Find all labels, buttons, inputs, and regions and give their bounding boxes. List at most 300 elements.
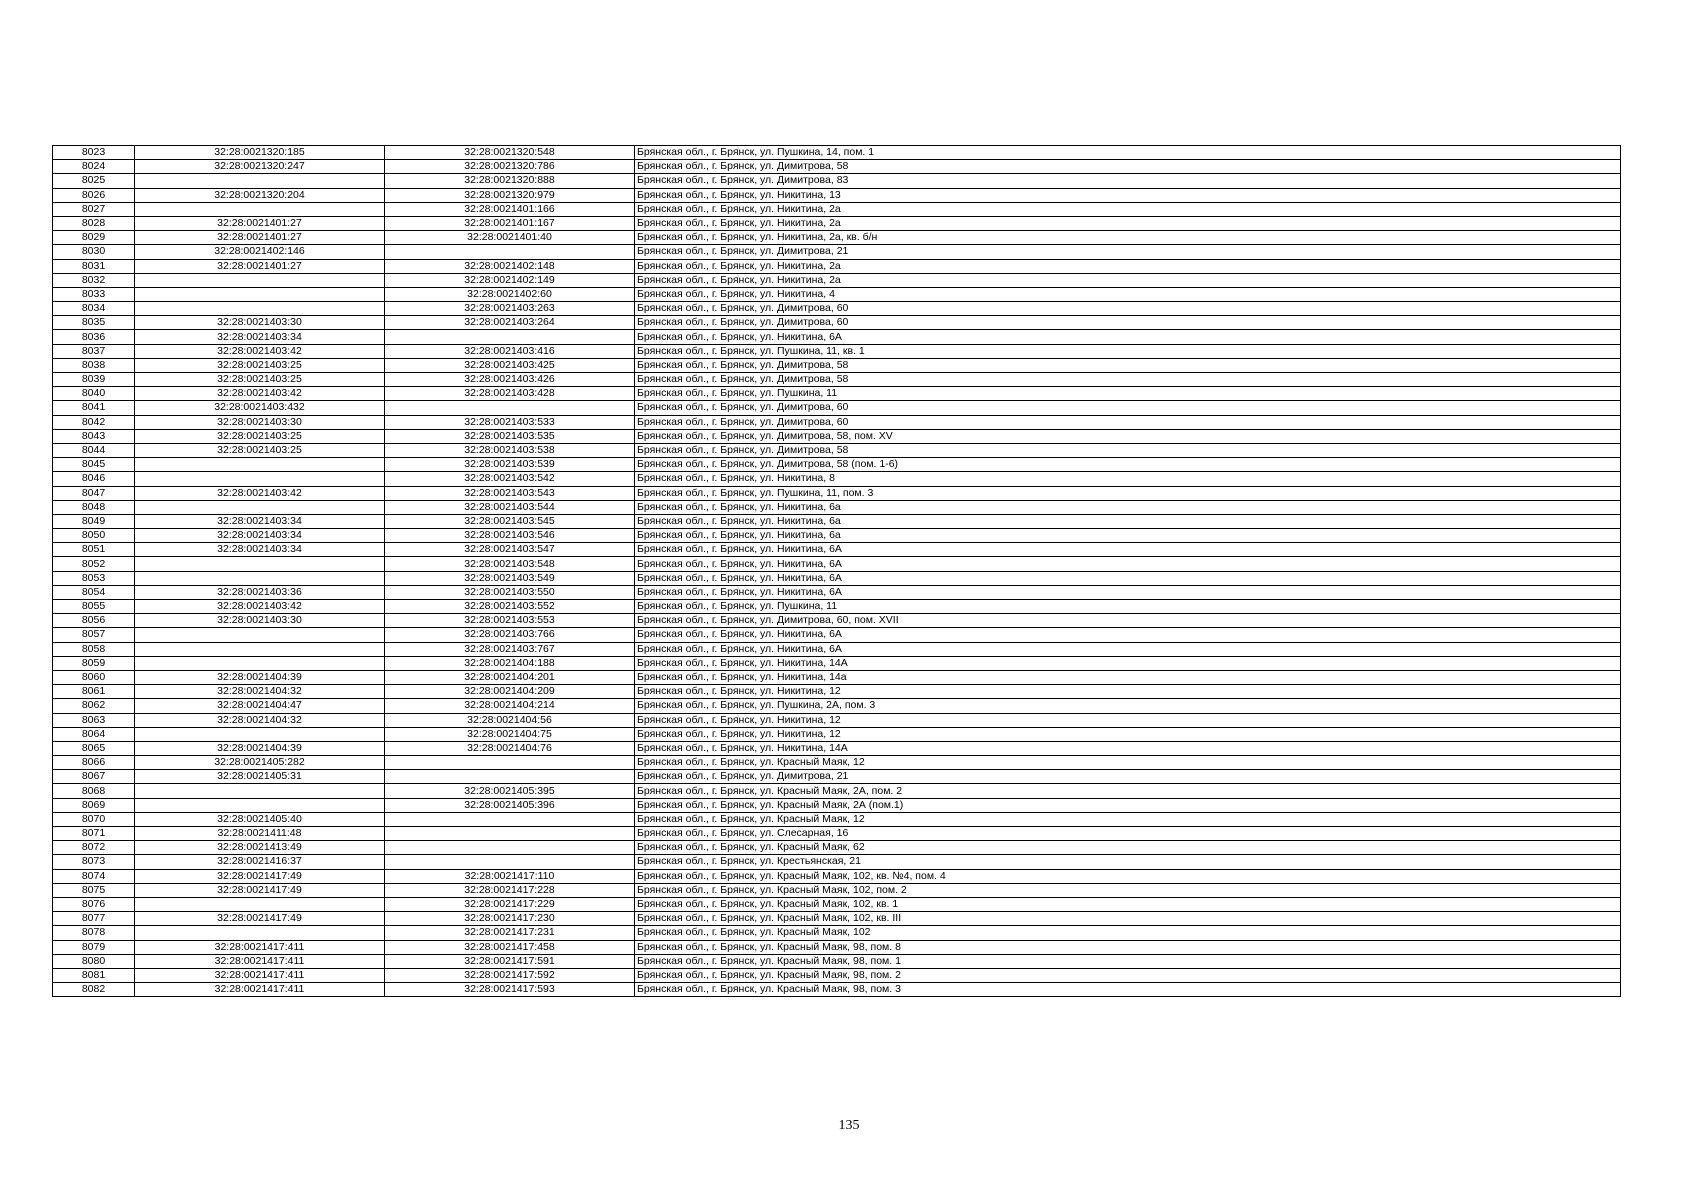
table-body — [53, 146, 1621, 997]
object-number-cell: 32:28:0021403:767 — [385, 642, 635, 656]
object-number-cell — [385, 330, 635, 344]
row-number-cell: 8034 — [53, 302, 135, 316]
address-cell: Брянская обл., г. Брянск, ул. Никитина, 12 — [635, 685, 1621, 699]
object-number-cell — [385, 245, 635, 259]
row-number-cell: 8071 — [53, 827, 135, 841]
address-cell: Брянская обл., г. Брянск, ул. Димитрова, 21 — [635, 770, 1621, 784]
row-number-cell: 8041 — [53, 401, 135, 415]
address-cell: Брянская обл., г. Брянск, ул. Никитина, 14А — [635, 741, 1621, 755]
row-number-cell: 8078 — [53, 926, 135, 940]
row-number-cell: 8052 — [53, 557, 135, 571]
land-parcel-cell: 32:28:0021404:32 — [135, 685, 385, 699]
land-parcel-cell: 32:28:0021403:42 — [135, 600, 385, 614]
row-number-cell: 8026 — [53, 188, 135, 202]
land-parcel-cell: 32:28:0021403:34 — [135, 543, 385, 557]
object-number-cell: 32:28:0021405:396 — [385, 798, 635, 812]
table-row — [53, 188, 1621, 202]
table-row — [53, 883, 1621, 897]
address-cell: Брянская обл., г. Брянск, ул. Пушкина, 11 — [635, 600, 1621, 614]
address-cell: Брянская обл., г. Брянск, ул. Красный Маяк, 98, пом. 1 — [635, 954, 1621, 968]
table-row — [53, 415, 1621, 429]
land-parcel-cell: 32:28:0021403:25 — [135, 358, 385, 372]
land-parcel-cell: 32:28:0021402:146 — [135, 245, 385, 259]
address-cell: Брянская обл., г. Брянск, ул. Димитрова, 60, пом. XVII — [635, 614, 1621, 628]
land-parcel-cell: 32:28:0021403:25 — [135, 443, 385, 457]
row-number-cell: 8032 — [53, 273, 135, 287]
address-cell: Брянская обл., г. Брянск, ул. Красный Маяк, 98, пом. 2 — [635, 968, 1621, 982]
land-parcel-cell: 32:28:0021401:27 — [135, 231, 385, 245]
object-number-cell: 32:28:0021403:544 — [385, 500, 635, 514]
row-number-cell: 8050 — [53, 529, 135, 543]
row-number-cell: 8054 — [53, 585, 135, 599]
address-cell: Брянская обл., г. Брянск, ул. Никитина, 4 — [635, 287, 1621, 301]
row-number-cell: 8059 — [53, 656, 135, 670]
table-row — [53, 231, 1621, 245]
table-row — [53, 600, 1621, 614]
address-cell: Брянская обл., г. Брянск, ул. Никитина, 6а — [635, 500, 1621, 514]
land-parcel-cell: 32:28:0021403:30 — [135, 316, 385, 330]
address-cell: Брянская обл., г. Брянск, ул. Крестьянская, 21 — [635, 855, 1621, 869]
table-row — [53, 429, 1621, 443]
row-number-cell: 8035 — [53, 316, 135, 330]
row-number-cell: 8025 — [53, 174, 135, 188]
object-number-cell: 32:28:0021417:230 — [385, 912, 635, 926]
land-parcel-cell: 32:28:0021405:282 — [135, 756, 385, 770]
object-number-cell: 32:28:0021403:428 — [385, 387, 635, 401]
address-cell: Брянская обл., г. Брянск, ул. Димитрова, 58 (пом. 1-6) — [635, 458, 1621, 472]
row-number-cell: 8062 — [53, 699, 135, 713]
row-number-cell: 8031 — [53, 259, 135, 273]
row-number-cell: 8075 — [53, 883, 135, 897]
row-number-cell: 8024 — [53, 160, 135, 174]
address-cell: Брянская обл., г. Брянск, ул. Никитина, 6А — [635, 557, 1621, 571]
row-number-cell: 8039 — [53, 373, 135, 387]
object-number-cell: 32:28:0021403:766 — [385, 628, 635, 642]
address-cell: Брянская обл., г. Брянск, ул. Никитина, 6А — [635, 330, 1621, 344]
table-row — [53, 741, 1621, 755]
row-number-cell: 8033 — [53, 287, 135, 301]
land-parcel-cell: 32:28:0021417:49 — [135, 883, 385, 897]
land-parcel-cell: 32:28:0021403:25 — [135, 373, 385, 387]
land-parcel-cell: 32:28:0021403:42 — [135, 387, 385, 401]
row-number-cell: 8067 — [53, 770, 135, 784]
address-cell: Брянская обл., г. Брянск, ул. Димитрова, 21 — [635, 245, 1621, 259]
row-number-cell: 8066 — [53, 756, 135, 770]
row-number-cell: 8070 — [53, 812, 135, 826]
object-number-cell: 32:28:0021403:547 — [385, 543, 635, 557]
table-row — [53, 699, 1621, 713]
row-number-cell: 8023 — [53, 146, 135, 160]
object-number-cell: 32:28:0021404:188 — [385, 656, 635, 670]
row-number-cell: 8044 — [53, 443, 135, 457]
row-number-cell: 8043 — [53, 429, 135, 443]
table-row — [53, 855, 1621, 869]
land-parcel-cell — [135, 287, 385, 301]
row-number-cell: 8049 — [53, 514, 135, 528]
land-parcel-cell: 32:28:0021417:411 — [135, 940, 385, 954]
row-number-cell: 8081 — [53, 968, 135, 982]
object-number-cell: 32:28:0021320:548 — [385, 146, 635, 160]
table-row — [53, 287, 1621, 301]
row-number-cell: 8079 — [53, 940, 135, 954]
table-row — [53, 770, 1621, 784]
table-row — [53, 146, 1621, 160]
row-number-cell: 8046 — [53, 472, 135, 486]
object-number-cell: 32:28:0021417:592 — [385, 968, 635, 982]
row-number-cell: 8064 — [53, 727, 135, 741]
table-row — [53, 670, 1621, 684]
object-number-cell: 32:28:0021404:209 — [385, 685, 635, 699]
table-row — [53, 656, 1621, 670]
land-parcel-cell — [135, 798, 385, 812]
land-parcel-cell: 32:28:0021405:31 — [135, 770, 385, 784]
table-row — [53, 500, 1621, 514]
land-parcel-cell: 32:28:0021417:49 — [135, 912, 385, 926]
address-cell: Брянская обл., г. Брянск, ул. Никитина, 2а — [635, 273, 1621, 287]
object-number-cell — [385, 401, 635, 415]
land-parcel-cell — [135, 202, 385, 216]
table-row — [53, 628, 1621, 642]
table-row — [53, 458, 1621, 472]
address-cell: Брянская обл., г. Брянск, ул. Красный Маяк, 2А (пом.1) — [635, 798, 1621, 812]
table-row — [53, 273, 1621, 287]
object-number-cell — [385, 841, 635, 855]
land-parcel-cell — [135, 628, 385, 642]
land-parcel-cell: 32:28:0021403:34 — [135, 514, 385, 528]
address-cell: Брянская обл., г. Брянск, ул. Красный Маяк, 62 — [635, 841, 1621, 855]
object-number-cell — [385, 756, 635, 770]
row-number-cell: 8076 — [53, 897, 135, 911]
address-cell: Брянская обл., г. Брянск, ул. Никитина, 14А — [635, 656, 1621, 670]
land-parcel-cell: 32:28:0021403:34 — [135, 330, 385, 344]
land-parcel-cell: 32:28:0021417:411 — [135, 954, 385, 968]
object-number-cell: 32:28:0021320:786 — [385, 160, 635, 174]
row-number-cell: 8074 — [53, 869, 135, 883]
object-number-cell: 32:28:0021403:553 — [385, 614, 635, 628]
object-number-cell: 32:28:0021405:395 — [385, 784, 635, 798]
row-number-cell: 8080 — [53, 954, 135, 968]
address-cell: Брянская обл., г. Брянск, ул. Красный Маяк, 102 — [635, 926, 1621, 940]
land-parcel-cell — [135, 302, 385, 316]
address-cell: Брянская обл., г. Брянск, ул. Красный Маяк, 2А, пом. 2 — [635, 784, 1621, 798]
address-cell: Брянская обл., г. Брянск, ул. Красный Маяк, 98, пом. 8 — [635, 940, 1621, 954]
table-row — [53, 756, 1621, 770]
row-number-cell: 8057 — [53, 628, 135, 642]
object-number-cell: 32:28:0021403:548 — [385, 557, 635, 571]
address-cell: Брянская обл., г. Брянск, ул. Димитрова, 58 — [635, 443, 1621, 457]
land-parcel-cell — [135, 897, 385, 911]
row-number-cell: 8065 — [53, 741, 135, 755]
row-number-cell: 8030 — [53, 245, 135, 259]
address-cell: Брянская обл., г. Брянск, ул. Никитина, 8 — [635, 472, 1621, 486]
row-number-cell: 8072 — [53, 841, 135, 855]
address-cell: Брянская обл., г. Брянск, ул. Димитрова, 60 — [635, 415, 1621, 429]
object-number-cell: 32:28:0021417:591 — [385, 954, 635, 968]
address-cell: Брянская обл., г. Брянск, ул. Никитина, 6А — [635, 628, 1621, 642]
address-cell: Брянская обл., г. Брянск, ул. Никитина, 6А — [635, 571, 1621, 585]
address-cell: Брянская обл., г. Брянск, ул. Слесарная, 16 — [635, 827, 1621, 841]
land-parcel-cell — [135, 656, 385, 670]
table-row — [53, 897, 1621, 911]
object-number-cell: 32:28:0021417:458 — [385, 940, 635, 954]
object-number-cell — [385, 855, 635, 869]
row-number-cell: 8053 — [53, 571, 135, 585]
object-number-cell — [385, 812, 635, 826]
row-number-cell: 8055 — [53, 600, 135, 614]
land-parcel-cell — [135, 571, 385, 585]
table-row — [53, 344, 1621, 358]
object-number-cell: 32:28:0021417:110 — [385, 869, 635, 883]
object-number-cell: 32:28:0021403:416 — [385, 344, 635, 358]
row-number-cell: 8040 — [53, 387, 135, 401]
land-parcel-cell: 32:28:0021403:30 — [135, 614, 385, 628]
object-number-cell: 32:28:0021403:549 — [385, 571, 635, 585]
address-cell: Брянская обл., г. Брянск, ул. Никитина, 6а — [635, 529, 1621, 543]
object-number-cell: 32:28:0021320:979 — [385, 188, 635, 202]
object-number-cell: 32:28:0021320:888 — [385, 174, 635, 188]
address-cell: Брянская обл., г. Брянск, ул. Никитина, 13 — [635, 188, 1621, 202]
land-parcel-cell: 32:28:0021320:185 — [135, 146, 385, 160]
land-parcel-cell: 32:28:0021417:49 — [135, 869, 385, 883]
object-number-cell: 32:28:0021403:538 — [385, 443, 635, 457]
object-number-cell: 32:28:0021403:263 — [385, 302, 635, 316]
address-cell: Брянская обл., г. Брянск, ул. Димитрова, 58 — [635, 358, 1621, 372]
address-cell: Брянская обл., г. Брянск, ул. Никитина, 14а — [635, 670, 1621, 684]
table-row — [53, 373, 1621, 387]
table-row — [53, 685, 1621, 699]
address-cell: Брянская обл., г. Брянск, ул. Красный Маяк, 98, пом. 3 — [635, 983, 1621, 997]
row-number-cell: 8056 — [53, 614, 135, 628]
table-row — [53, 614, 1621, 628]
object-number-cell: 32:28:0021403:550 — [385, 585, 635, 599]
page-number: 135 — [838, 1118, 860, 1133]
table-row — [53, 443, 1621, 457]
table-row — [53, 401, 1621, 415]
object-number-cell: 32:28:0021403:545 — [385, 514, 635, 528]
row-number-cell: 8038 — [53, 358, 135, 372]
address-cell: Брянская обл., г. Брянск, ул. Никитина, 6А — [635, 543, 1621, 557]
row-number-cell: 8051 — [53, 543, 135, 557]
address-cell: Брянская обл., г. Брянск, ул. Никитина, 2а — [635, 216, 1621, 230]
land-parcel-cell: 32:28:0021403:432 — [135, 401, 385, 415]
row-number-cell: 8028 — [53, 216, 135, 230]
row-number-cell: 8077 — [53, 912, 135, 926]
address-cell: Брянская обл., г. Брянск, ул. Пушкина, 11, кв. 1 — [635, 344, 1621, 358]
table-row — [53, 841, 1621, 855]
object-number-cell: 32:28:0021417:229 — [385, 897, 635, 911]
object-number-cell: 32:28:0021404:76 — [385, 741, 635, 755]
land-parcel-cell: 32:28:0021413:49 — [135, 841, 385, 855]
table-row — [53, 926, 1621, 940]
object-number-cell: 32:28:0021403:546 — [385, 529, 635, 543]
object-number-cell: 32:28:0021403:539 — [385, 458, 635, 472]
land-parcel-cell: 32:28:0021320:204 — [135, 188, 385, 202]
land-parcel-cell — [135, 500, 385, 514]
land-parcel-cell — [135, 472, 385, 486]
object-number-cell: 32:28:0021403:264 — [385, 316, 635, 330]
address-cell: Брянская обл., г. Брянск, ул. Красный Маяк, 102, кв. №4, пом. 4 — [635, 869, 1621, 883]
table-row — [53, 486, 1621, 500]
object-number-cell: 32:28:0021402:149 — [385, 273, 635, 287]
row-number-cell: 8082 — [53, 983, 135, 997]
table-row — [53, 302, 1621, 316]
table-row — [53, 259, 1621, 273]
land-parcel-cell: 32:28:0021403:42 — [135, 486, 385, 500]
address-cell: Брянская обл., г. Брянск, ул. Красный Маяк, 12 — [635, 812, 1621, 826]
table-row — [53, 216, 1621, 230]
land-parcel-cell — [135, 642, 385, 656]
land-parcel-cell: 32:28:0021411:48 — [135, 827, 385, 841]
address-cell: Брянская обл., г. Брянск, ул. Красный Маяк, 102, кв. 1 — [635, 897, 1621, 911]
row-number-cell: 8063 — [53, 713, 135, 727]
address-cell: Брянская обл., г. Брянск, ул. Димитрова, 83 — [635, 174, 1621, 188]
land-parcel-cell — [135, 458, 385, 472]
land-parcel-cell: 32:28:0021417:411 — [135, 983, 385, 997]
address-cell: Брянская обл., г. Брянск, ул. Красный Маяк, 102, пом. 2 — [635, 883, 1621, 897]
row-number-cell: 8037 — [53, 344, 135, 358]
address-cell: Брянская обл., г. Брянск, ул. Никитина, 6А — [635, 585, 1621, 599]
table-row — [53, 543, 1621, 557]
table-row — [53, 514, 1621, 528]
address-cell: Брянская обл., г. Брянск, ул. Никитина, 6а — [635, 514, 1621, 528]
object-number-cell: 32:28:0021401:166 — [385, 202, 635, 216]
row-number-cell: 8027 — [53, 202, 135, 216]
object-number-cell: 32:28:0021404:214 — [385, 699, 635, 713]
row-number-cell: 8069 — [53, 798, 135, 812]
table-row — [53, 387, 1621, 401]
address-cell: Брянская обл., г. Брянск, ул. Красный Маяк, 102, кв. III — [635, 912, 1621, 926]
address-cell: Брянская обл., г. Брянск, ул. Никитина, 6А — [635, 642, 1621, 656]
object-number-cell: 32:28:0021404:75 — [385, 727, 635, 741]
address-cell: Брянская обл., г. Брянск, ул. Димитрова, 58 — [635, 160, 1621, 174]
object-number-cell: 32:28:0021417:231 — [385, 926, 635, 940]
address-cell: Брянская обл., г. Брянск, ул. Красный Маяк, 12 — [635, 756, 1621, 770]
land-parcel-cell: 32:28:0021404:39 — [135, 741, 385, 755]
address-cell: Брянская обл., г. Брянск, ул. Пушкина, 14, пом. 1 — [635, 146, 1621, 160]
table-row — [53, 330, 1621, 344]
land-parcel-cell: 32:28:0021405:40 — [135, 812, 385, 826]
row-number-cell: 8061 — [53, 685, 135, 699]
row-number-cell: 8068 — [53, 784, 135, 798]
address-cell: Брянская обл., г. Брянск, ул. Никитина, 12 — [635, 727, 1621, 741]
row-number-cell: 8060 — [53, 670, 135, 684]
land-parcel-cell: 32:28:0021404:32 — [135, 713, 385, 727]
table-row — [53, 557, 1621, 571]
object-number-cell: 32:28:0021417:228 — [385, 883, 635, 897]
address-cell: Брянская обл., г. Брянск, ул. Пушкина, 2А, пом. 3 — [635, 699, 1621, 713]
object-number-cell: 32:28:0021403:535 — [385, 429, 635, 443]
object-number-cell — [385, 827, 635, 841]
row-number-cell: 8036 — [53, 330, 135, 344]
land-parcel-cell — [135, 557, 385, 571]
land-parcel-cell: 32:28:0021404:39 — [135, 670, 385, 684]
object-number-cell: 32:28:0021402:60 — [385, 287, 635, 301]
object-number-cell: 32:28:0021404:56 — [385, 713, 635, 727]
object-number-cell: 32:28:0021403:426 — [385, 373, 635, 387]
table-row — [53, 727, 1621, 741]
row-number-cell: 8048 — [53, 500, 135, 514]
table-row — [53, 784, 1621, 798]
address-cell: Брянская обл., г. Брянск, ул. Димитрова, 60 — [635, 302, 1621, 316]
land-parcel-cell — [135, 926, 385, 940]
address-cell: Брянская обл., г. Брянск, ул. Пушкина, 11, пом. 3 — [635, 486, 1621, 500]
address-cell: Брянская обл., г. Брянск, ул. Димитрова, 60 — [635, 316, 1621, 330]
table-row — [53, 983, 1621, 997]
land-parcel-cell: 32:28:0021403:25 — [135, 429, 385, 443]
table-row — [53, 642, 1621, 656]
object-number-cell: 32:28:0021401:167 — [385, 216, 635, 230]
object-number-cell: 32:28:0021404:201 — [385, 670, 635, 684]
land-parcel-cell: 32:28:0021416:37 — [135, 855, 385, 869]
table-row — [53, 316, 1621, 330]
object-number-cell: 32:28:0021403:543 — [385, 486, 635, 500]
object-number-cell — [385, 770, 635, 784]
object-number-cell: 32:28:0021417:593 — [385, 983, 635, 997]
row-number-cell: 8073 — [53, 855, 135, 869]
table-row — [53, 869, 1621, 883]
land-parcel-cell: 32:28:0021404:47 — [135, 699, 385, 713]
land-parcel-cell: 32:28:0021403:30 — [135, 415, 385, 429]
land-parcel-cell: 32:28:0021403:42 — [135, 344, 385, 358]
table-row — [53, 472, 1621, 486]
table-row — [53, 585, 1621, 599]
land-parcel-cell: 32:28:0021403:34 — [135, 529, 385, 543]
land-parcel-cell — [135, 174, 385, 188]
table-row — [53, 812, 1621, 826]
land-parcel-cell: 32:28:0021401:27 — [135, 216, 385, 230]
address-cell: Брянская обл., г. Брянск, ул. Пушкина, 11 — [635, 387, 1621, 401]
land-parcel-cell — [135, 784, 385, 798]
land-parcel-cell: 32:28:0021417:411 — [135, 968, 385, 982]
table-row — [53, 571, 1621, 585]
table-row — [53, 798, 1621, 812]
object-number-cell: 32:28:0021402:148 — [385, 259, 635, 273]
row-number-cell: 8047 — [53, 486, 135, 500]
land-parcel-cell: 32:28:0021403:36 — [135, 585, 385, 599]
table-row — [53, 954, 1621, 968]
table-row — [53, 529, 1621, 543]
land-parcel-cell — [135, 727, 385, 741]
row-number-cell: 8029 — [53, 231, 135, 245]
table-row — [53, 358, 1621, 372]
table-row — [53, 245, 1621, 259]
table-row — [53, 160, 1621, 174]
object-number-cell: 32:28:0021403:425 — [385, 358, 635, 372]
table-row — [53, 713, 1621, 727]
object-number-cell: 32:28:0021403:552 — [385, 600, 635, 614]
row-number-cell: 8042 — [53, 415, 135, 429]
address-cell: Брянская обл., г. Брянск, ул. Никитина, 2а — [635, 202, 1621, 216]
table-row — [53, 968, 1621, 982]
address-cell: Брянская обл., г. Брянск, ул. Никитина, 2а — [635, 259, 1621, 273]
table-row — [53, 827, 1621, 841]
address-cell: Брянская обл., г. Брянск, ул. Димитрова, 60 — [635, 401, 1621, 415]
table-row — [53, 912, 1621, 926]
land-parcel-cell — [135, 273, 385, 287]
object-number-cell: 32:28:0021401:40 — [385, 231, 635, 245]
row-number-cell: 8058 — [53, 642, 135, 656]
table-row — [53, 174, 1621, 188]
table-row — [53, 940, 1621, 954]
object-number-cell: 32:28:0021403:533 — [385, 415, 635, 429]
land-parcel-cell: 32:28:0021401:27 — [135, 259, 385, 273]
land-parcel-cell: 32:28:0021320:247 — [135, 160, 385, 174]
table-row — [53, 202, 1621, 216]
row-number-cell: 8045 — [53, 458, 135, 472]
address-cell: Брянская обл., г. Брянск, ул. Димитрова, 58, пом. XV — [635, 429, 1621, 443]
address-cell: Брянская обл., г. Брянск, ул. Димитрова, 58 — [635, 373, 1621, 387]
address-cell: Брянская обл., г. Брянск, ул. Никитина, 2а, кв. б/н — [635, 231, 1621, 245]
